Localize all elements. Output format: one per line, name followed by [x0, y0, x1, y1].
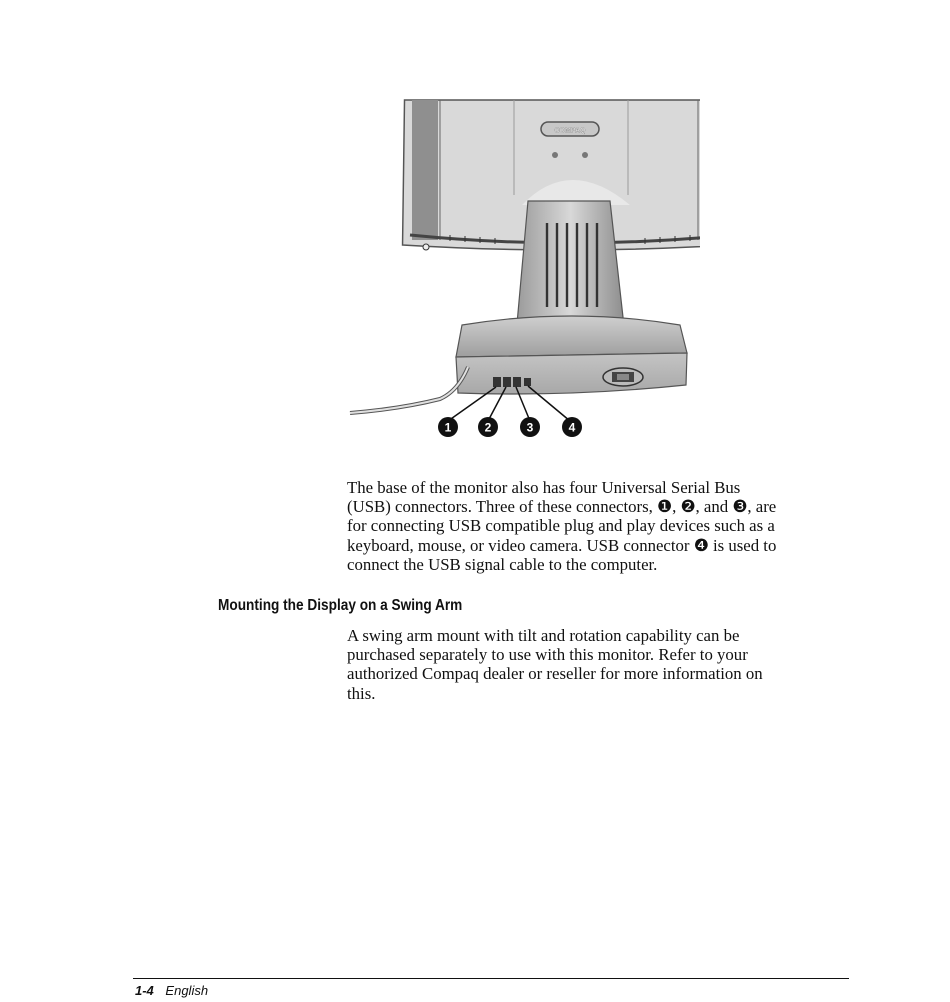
paragraph-line: (USB) connectors. Three of these connectors, ❶, ❷, and ❸, are — [347, 497, 777, 517]
paragraph-line: authorized Compaq dealer or reseller for more information on — [347, 664, 763, 684]
monitor-rear-usb-illustration — [340, 95, 700, 445]
callout-marker-4 — [562, 417, 582, 437]
callout-marker-3 — [520, 417, 540, 437]
footer-divider — [133, 978, 849, 979]
paragraph-line: this. — [347, 683, 376, 703]
paragraph-line: A swing arm mount with tilt and rotation capability can be — [347, 626, 740, 645]
power-socket — [603, 368, 643, 386]
svg-text:1: 1 — [444, 420, 452, 435]
monitor-stand-neck — [516, 201, 625, 335]
paragraph-line: purchased separately to use with this monitor. Refer to your — [347, 645, 748, 665]
paragraph-line: keyboard, mouse, or video camera. USB connector ❹ is used to — [347, 535, 777, 555]
monitor-base — [456, 316, 687, 394]
page-footer — [135, 983, 208, 998]
paragraph-line: The base of the monitor also has four Universal Serial Bus — [347, 478, 741, 497]
usb-connectors-paragraph — [347, 478, 817, 574]
swing-arm-paragraph — [347, 626, 817, 703]
svg-text:4: 4 — [568, 420, 576, 435]
page-number: 1-4 — [135, 983, 154, 998]
footer-language: English — [165, 983, 209, 998]
svg-text:3: 3 — [526, 420, 534, 435]
svg-text:2: 2 — [484, 420, 492, 435]
monitor-logo: COMPAQ — [554, 127, 586, 135]
callout-marker-2 — [478, 417, 498, 437]
paragraph-line: connect the USB signal cable to the computer. — [347, 554, 658, 574]
callout-marker-1 — [438, 417, 458, 437]
section-heading: Mounting the Display on a Swing Arm — [218, 597, 463, 614]
paragraph-line: for connecting USB compatible plug and play devices such as a — [347, 516, 775, 536]
